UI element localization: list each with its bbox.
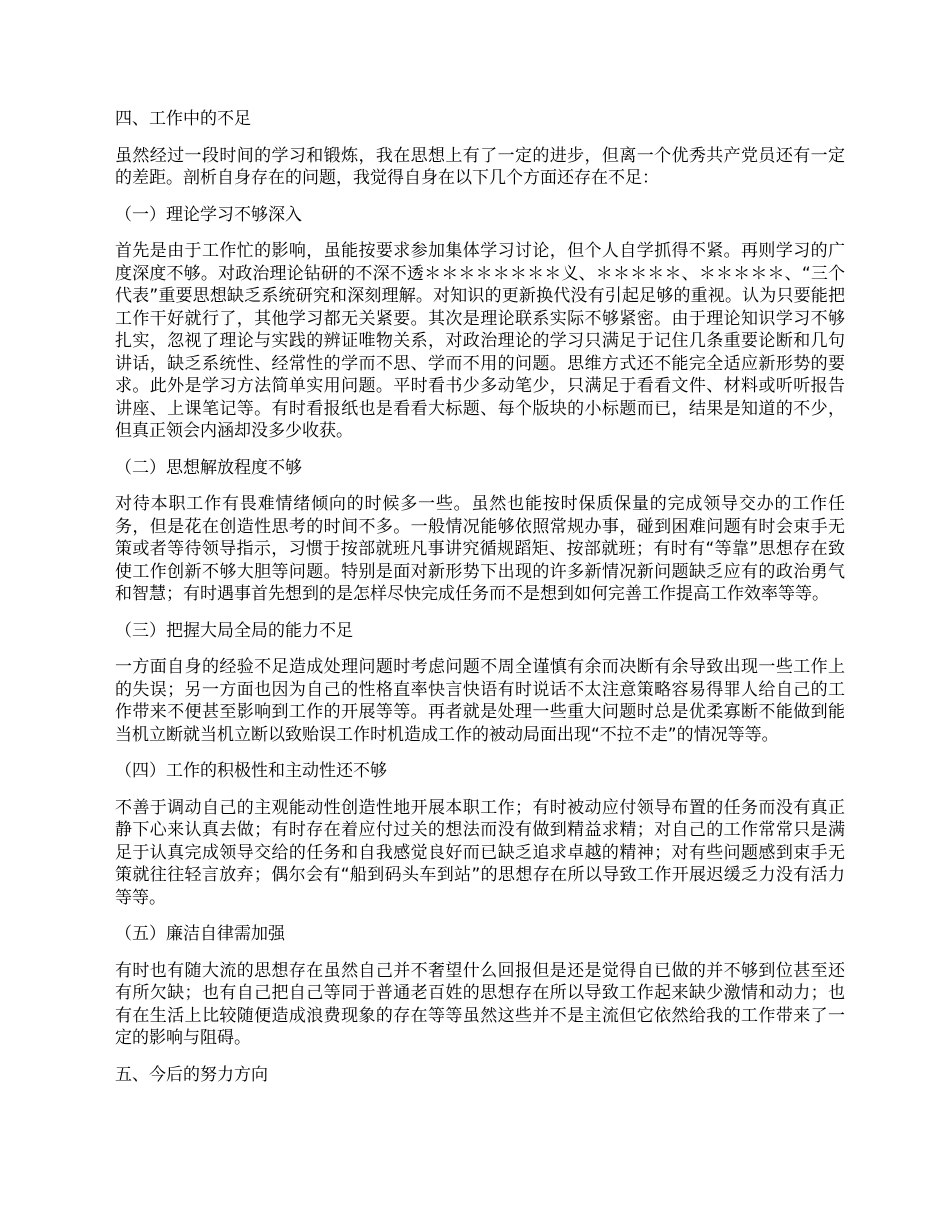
- subsection-1-paragraph: 首先是由于工作忙的影响，虽能按要求参加集体学习讨论，但个人自学抓得不紧。再则学习的广度深度不够。对政治理论钻研的不深不透＊＊＊＊＊＊＊＊义、＊＊＊＊＊、＊＊＊＊＊、“三个代表”重要思想缺乏系统研究和深刻理解。对知识的更新换代没有引起足够的重视。认为只要能把工作干好就行了，其他学习都无关紧要。其次是理论联系实际不够紧密。由于理论知识学习不够扎实，忽视了理论与实践的辨证唯物关系，对政治理论的学习只满足于记住几条重要论断和几句讲话，缺乏系统性、经常性的学而不思、学而不用的问题。思维方式还不能完全适应新形势的要求。此外是学习方法简单实用问题。平时看书少多动笔少，只满足于看看文件、材料或听听报告讲座、上课笔记等。有时看报纸也是看看大标题、每个版块的小标题而已，结果是知道的不少，但真正领会内涵却没多少收获。: [115, 241, 845, 441]
- subsection-2-heading: （二）思想解放程度不够: [115, 457, 302, 478]
- subsection-5-heading: （五）廉洁自律需加强: [115, 924, 285, 944]
- subsection-1-heading: （一）理论学习不够深入: [115, 204, 302, 225]
- section-4-heading: 四、工作中的不足: [115, 109, 251, 129]
- subsection-4-heading: （四）工作的积极性和主动性还不够: [115, 761, 387, 781]
- document-page: [115, 108, 845, 1100]
- subsection-5-paragraph: 有时也有随大流的思想存在虽然自己并不奢望什么回报但是还是觉得自已做的并不够到位甚至还有所欠缺；也有自己把自己等同于普通老百姓的思想存在所以导致工作起来缺少激情和动力；也有在生活上比较随便造成浪费现象的存在等等虽然这些并不是主流但它依然给我的工作带来了一定的影响与阻碍。: [115, 960, 845, 1048]
- section-5-heading: 五、今后的努力方向: [115, 1064, 268, 1085]
- subsection-2-paragraph: 对待本职工作有畏难情绪倾向的时候多一些。虽然也能按时保质保量的完成领导交办的工作任务，但是花在创造性思考的时间不多。一般情况能够依照常规办事，碰到困难问题有时会束手无策或者等待领导指示，习惯于按部就班凡事讲究循规蹈矩、按部就班；有时有“等靠”思想存在致使工作创新不够大胆等问题。特别是面对新形势下出现的许多新情况新问题缺乏应有的政治勇气和智慧；有时遇事首先想到的是怎样尽快完成任务而不是想到如何完善工作提高工作效率等等。: [115, 494, 845, 604]
- subsection-3-paragraph: 一方面自身的经验不足造成处理问题时考虑问题不周全谨慎有余而决断有余导致出现一些工作上的失误；另一方面也因为自己的性格直率快言快语有时说话不太注意策略容易得罪人给自己的工作带来不便甚至影响到工作的开展等等。再者就是处理一些重大问题时总是优柔寡断不能做到能当机立断就当机立断以致贻误工作时机造成工作的被动局面出现“不拉不走”的情况等等。: [115, 657, 845, 745]
- subsection-3-heading: （三）把握大局全局的能力不足: [115, 620, 353, 641]
- subsection-4-paragraph: 不善于调动自己的主观能动性创造性地开展本职工作；有时被动应付领导布置的任务而没有真正静下心来认真去做；有时存在着应付过关的想法而没有做到精益求精；对自己的工作常常只是满足于认真完成领导交给的任务和自我感觉良好而已缺乏追求卓越的精神；对有些问题感到束手无策就往往轻言放弃；偶尔会有“船到码头车到站”的思想存在所以导致工作开展迟缓乏力没有活力等等。: [115, 797, 845, 908]
- section-4-intro-paragraph: 虽然经过一段时间的学习和锻炼，我在思想上有了一定的进步，但离一个优秀共产党员还有一定的差距。剖析自身存在的问题，我觉得自身在以下几个方面还存在不足：: [115, 145, 845, 188]
